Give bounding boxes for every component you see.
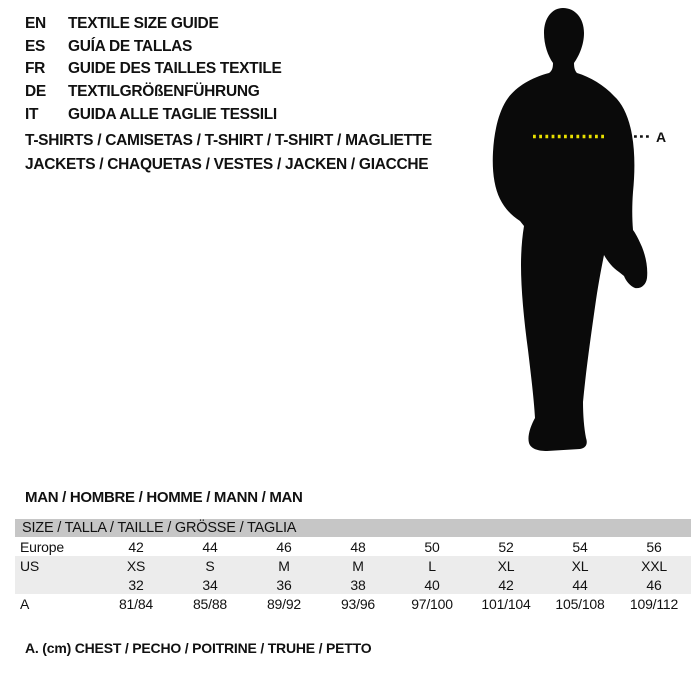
size-cell: 56 [646,538,662,555]
size-cell: 40 [424,576,440,593]
language-code: FR [25,60,46,78]
language-row [25,58,282,81]
size-cell: 46 [646,576,662,593]
size-cell: 93/96 [340,595,376,612]
size-table-row [15,594,691,613]
size-cell: 54 [572,538,588,555]
size-cell: 44 [572,576,588,593]
language-title: GUÍA DE TALLAS [68,37,193,55]
language-code: ES [25,37,46,55]
language-title: TEXTILGRÖßENFÜHRUNG [68,83,260,101]
size-cell: 36 [276,576,292,593]
language-row [25,13,282,36]
row-label [15,575,99,594]
size-cell: 44 [202,538,218,555]
size-cell: 101/104 [481,595,531,612]
size-cell: 109/112 [629,595,679,612]
category-line-tshirts: T-SHIRTS / CAMISETAS / T-SHIRT / T-SHIRT / MAGLIETTE [25,132,432,149]
language-code: IT [25,105,39,123]
row-label: A [20,595,30,612]
language-title: TEXTILE SIZE GUIDE [68,15,219,32]
size-table [15,519,691,613]
language-row [25,36,282,59]
size-table-header-row [15,519,691,537]
language-row [25,104,282,127]
size-cell: 42 [128,538,144,555]
size-table-row [15,575,691,594]
size-table-row [15,537,691,556]
size-table-header: SIZE / TALLA / TAILLE / GRÖSSE / TAGLIA [15,519,691,537]
section-title-man: MAN / HOMBRE / HOMME / MANN / MAN [25,489,303,506]
size-cell: 34 [202,576,218,593]
size-cell: XL [571,557,589,574]
garment-categories [25,129,432,177]
size-cell: 50 [424,538,440,555]
size-cell: 97/100 [411,595,453,612]
row-label: US [20,557,40,574]
size-cell: S [205,557,215,574]
language-code: DE [25,83,46,101]
size-cell: 81/84 [118,595,154,612]
measurement-label-a: A [656,129,667,145]
size-cell: 46 [276,538,292,555]
language-title: GUIDE DES TAILLES TEXTILE [68,60,282,78]
language-title-list [25,13,282,127]
measurement-footnote: A. (cm) CHEST / PECHO / POITRINE / TRUHE / PETTO [25,640,372,656]
size-cell: M [352,557,364,574]
size-table-row [15,556,691,575]
language-code: EN [25,15,46,32]
size-cell: 32 [128,576,144,593]
language-title: GUIDA ALLE TAGLIE TESSILI [68,105,277,123]
man-silhouette-icon [480,0,700,470]
size-cell: L [428,557,436,574]
size-cell: 42 [498,576,514,593]
language-row [25,81,282,104]
size-cell: 52 [498,538,514,555]
size-cell: 38 [350,576,366,593]
size-cell: 89/92 [266,595,302,612]
category-line-jackets: JACKETS / CHAQUETAS / VESTES / JACKEN / GIACCHE [25,156,429,173]
man-silhouette-figure [480,0,700,470]
size-cell: XS [126,557,146,574]
size-cell: 105/108 [555,595,605,612]
size-cell: 48 [350,538,366,555]
size-cell: XL [497,557,515,574]
size-cell: M [278,557,290,574]
row-label: Europe [20,538,64,555]
size-cell: XXL [641,557,667,574]
size-cell: 85/88 [192,595,228,612]
